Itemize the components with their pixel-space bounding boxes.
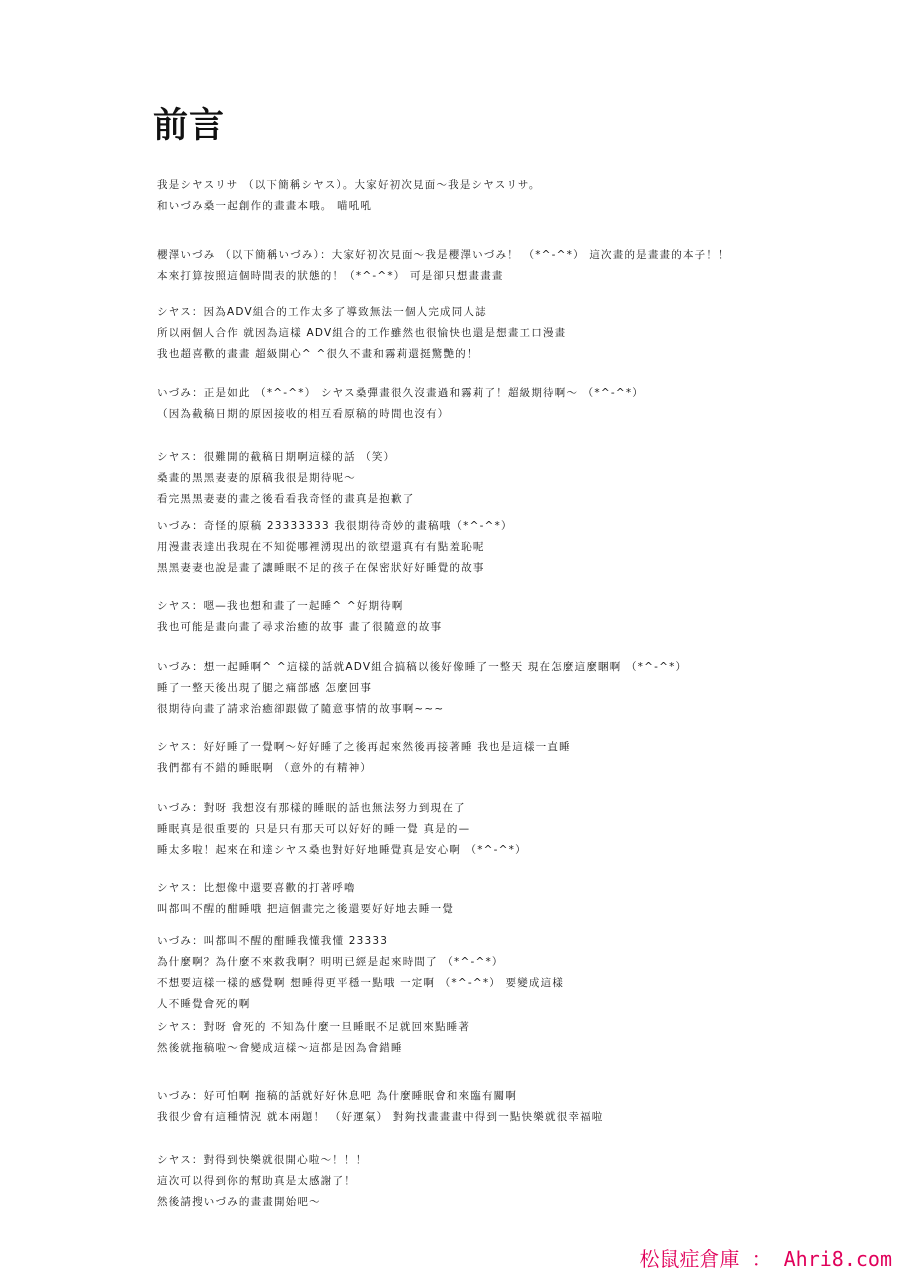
dialogue-paragraph bbox=[157, 878, 887, 920]
dialogue-line: 和いづみ桑一起創作的畫畫本哦。 喵吼吼 bbox=[157, 200, 373, 212]
dialogue-paragraph bbox=[157, 516, 887, 579]
dialogue-paragraph bbox=[157, 383, 887, 425]
dialogue-line: シヤス：對得到快樂就很開心啦～！！！ bbox=[157, 1154, 368, 1166]
dialogue-line: 我也超喜歡的畫畫 超級開心^ ^很久不畫和霧莉還挺驚艷的！ bbox=[157, 348, 479, 360]
dialogue-line: シヤス：很難開的截稿日期啊這樣的話 （笑） bbox=[157, 451, 396, 463]
dialogue-line: 不想要這樣一樣的感覺啊 想睡得更平穩一點哦 一定啊 （*^-^*） 要變成這樣 bbox=[157, 977, 565, 989]
dialogue-line: 黑黑妻妻也說是畫了讓睡眠不足的孩子在保密狀好好睡覺的故事 bbox=[157, 562, 485, 574]
dialogue-paragraph bbox=[157, 302, 887, 365]
dialogue-line: 然後就拖稿啦～會變成這樣～這都是因為會錯睡 bbox=[157, 1042, 403, 1054]
dialogue-line: いづみ：奇怪的原稿 23333333 我很期待奇妙的畫稿哦（*^-^*） bbox=[157, 520, 513, 532]
dialogue-paragraph bbox=[157, 737, 887, 779]
dialogue-line: 很期待向畫了請求治癒卻跟做了隨意事情的故事啊~~~ bbox=[157, 703, 445, 715]
page-title: 前言 bbox=[153, 106, 226, 146]
dialogue-line: （因為截稿日期的原因接收的相互看原稿的時間也沒有） bbox=[157, 408, 450, 420]
dialogue-line: いづみ：好可怕啊 拖稿的話就好好休息吧 為什麼睡眠會和來臨有關啊 bbox=[157, 1090, 518, 1102]
dialogue-paragraph bbox=[157, 1150, 887, 1213]
dialogue-paragraph bbox=[157, 931, 887, 1015]
dialogue-line: 桑畫的黑黑妻妻的原稿我很是期待呢～ bbox=[157, 472, 356, 484]
dialogue-paragraph bbox=[157, 175, 887, 217]
dialogue-line: 睡太多啦！起來在和達シヤス桑也對好好地睡覺真是安心啊 （*^-^*） bbox=[157, 844, 527, 856]
dialogue-line: 用漫畫表達出我現在不知從哪裡湧現出的欲望還真有有點羞恥呢 bbox=[157, 541, 485, 553]
dialogue-line: 為什麼啊？為什麼不來救我啊？明明已經是起來時間了 （*^-^*） bbox=[157, 956, 504, 968]
dialogue-line: 人不睡覺會死的啊 bbox=[157, 998, 251, 1010]
dialogue-line: 櫻澤いづみ （以下簡稱いづみ）：大家好初次見面～我是櫻澤いづみ！ （*^-^*） 這次畫的是畫畫的本子！！ bbox=[157, 249, 730, 261]
dialogue-line: 我也可能是畫向畫了尋求治癒的故事 畫了很隨意的故事 bbox=[157, 621, 443, 633]
dialogue-line: 然後請搜いづみ的畫畫開始吧～ bbox=[157, 1196, 321, 1208]
dialogue-line: 睡眠真是很重要的 只是只有那天可以好好的睡一覺 真是的— bbox=[157, 823, 471, 835]
dialogue-paragraph bbox=[157, 447, 887, 510]
dialogue-paragraph bbox=[157, 1086, 887, 1128]
dialogue-line: 看完黑黑妻妻的畫之後看看我奇怪的畫真是抱歉了 bbox=[157, 493, 415, 505]
dialogue-line: いづみ：對呀 我想沒有那樣的睡眠的話也無法努力到現在了 bbox=[157, 802, 466, 814]
dialogue-line: 睡了一整天後出現了腿之痛部感 怎麼回事 bbox=[157, 682, 373, 694]
dialogue-line: 我們都有不錯的睡眠啊 （意外的有精神） bbox=[157, 762, 373, 774]
dialogue-line: シヤス：比想像中還要喜歡的打著呼嚕 bbox=[157, 882, 356, 894]
dialogue-line: いづみ：叫都叫不醒的酣睡我懂我懂 23333 bbox=[157, 935, 389, 947]
site-watermark: 松鼠症倉庫 ： Ahri8.com bbox=[639, 1247, 892, 1271]
dialogue-paragraph bbox=[157, 245, 887, 287]
dialogue-line: 本來打算按照這個時間表的狀態的！（*^-^*） 可是卻只想畫畫畫 bbox=[157, 270, 504, 282]
dialogue-line: 我很少會有這種情況 就本兩題！ （好運氣） 對夠找畫畫畫中得到一點快樂就很幸福啦 bbox=[157, 1111, 604, 1123]
dialogue-line: 所以兩個人合作 就因為這樣 ADV組合的工作雖然也很愉快也還是想畫工口漫畫 bbox=[157, 327, 567, 339]
dialogue-paragraph bbox=[157, 596, 887, 638]
dialogue-paragraph bbox=[157, 657, 887, 720]
dialogue-line: いづみ：正是如此 （*^-^*） シヤス桑彈畫很久沒畫過和霧莉了！超級期待啊～ （*^-^*） bbox=[157, 387, 644, 399]
dialogue-line: シヤス：對呀 會死的 不知為什麼一旦睡眠不足就回來點睡著 bbox=[157, 1021, 471, 1033]
dialogue-line: 我是シヤスリサ （以下簡稱シヤス）。大家好初次見面～我是シヤスリサ。 bbox=[157, 179, 541, 191]
dialogue-paragraph bbox=[157, 1017, 887, 1059]
dialogue-line: シヤス：好好睡了一覺啊～好好睡了之後再起來然後再接著睡 我也是這樣一直睡 bbox=[157, 741, 571, 753]
dialogue-line: 叫都叫不醒的酣睡哦 把這個畫完之後還要好好地去睡一覺 bbox=[157, 903, 455, 915]
dialogue-line: いづみ：想一起睡啊^ ^這樣的話就ADV組合搞稿以後好像睡了一整天 現在怎麼這麼睏啊 （*^-^*） bbox=[157, 661, 688, 673]
dialogue-line: 這次可以得到你的幫助真是太感謝了！ bbox=[157, 1175, 356, 1187]
dialogue-line: シヤス：嗯—我也想和畫了一起睡^ ^好期待啊 bbox=[157, 600, 404, 612]
dialogue-paragraph bbox=[157, 798, 887, 861]
dialogue-line: シヤス：因為ADV組合的工作太多了導致無法一個人完成同人誌 bbox=[157, 306, 487, 318]
